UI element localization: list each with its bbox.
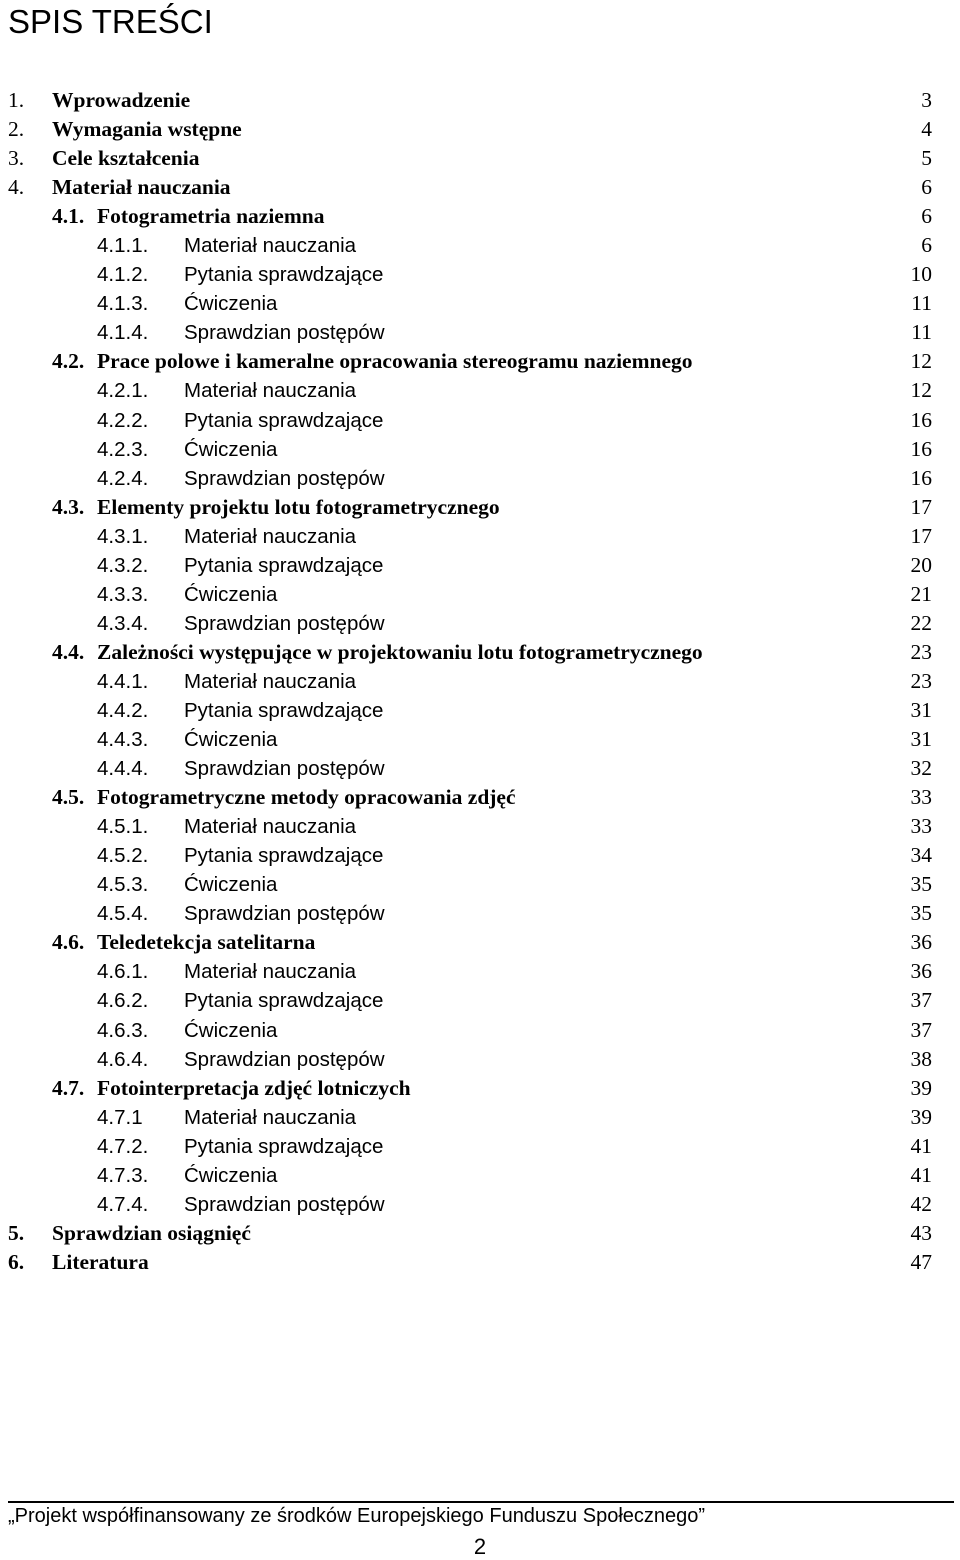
toc-entry-number: 4.5.2. bbox=[97, 844, 149, 868]
toc-entry-page: 33 bbox=[910, 785, 932, 810]
toc-entry-page: 33 bbox=[910, 814, 932, 839]
toc-entry-title: Ćwiczenia bbox=[184, 728, 278, 752]
toc-entry-title: Pytania sprawdzające bbox=[184, 408, 384, 432]
toc-entry-page: 17 bbox=[910, 523, 932, 548]
toc-entry-page: 6 bbox=[921, 233, 932, 258]
toc-entry[interactable] bbox=[0, 841, 960, 870]
toc-entry-number: 4.1. bbox=[52, 204, 85, 229]
toc-entry-title: Fotogrametria naziemna bbox=[97, 204, 325, 229]
toc-entry-title: Sprawdzian postępów bbox=[184, 321, 385, 345]
toc-entry-title: Ćwiczenia bbox=[184, 1018, 278, 1042]
toc-entry[interactable] bbox=[0, 202, 960, 231]
toc-entry-title: Elementy projektu lotu fotogrametrycznego bbox=[97, 494, 500, 519]
toc-entry[interactable] bbox=[0, 1045, 960, 1074]
toc-entry-number: 4.6.1. bbox=[97, 960, 149, 984]
toc-entry-title: Ćwiczenia bbox=[184, 582, 278, 606]
toc-entry[interactable] bbox=[0, 551, 960, 580]
toc-entry[interactable] bbox=[0, 347, 960, 376]
toc-entry-number: 2. bbox=[8, 117, 25, 142]
toc-entry-number: 4.5.4. bbox=[97, 902, 149, 926]
toc-entry-page: 31 bbox=[910, 697, 932, 722]
toc-entry-page: 4 bbox=[921, 117, 932, 142]
toc-entry-number: 1. bbox=[8, 88, 25, 112]
toc-entry-number: 4.1.1. bbox=[97, 234, 149, 258]
toc-entry-number: 4.6.3. bbox=[97, 1018, 149, 1042]
toc-entry-page: 23 bbox=[910, 668, 932, 693]
toc-entry-title: Prace polowe i kameralne opracowania stereogramu naziemnego bbox=[97, 349, 693, 374]
toc-entry[interactable] bbox=[0, 522, 960, 551]
toc-entry[interactable] bbox=[0, 376, 960, 405]
toc-entry-number: 4.7.1 bbox=[97, 1105, 143, 1129]
toc-entry-title: Materiał nauczania bbox=[184, 1105, 357, 1129]
toc-entry-number: 4.7.4. bbox=[97, 1192, 149, 1216]
toc-entry[interactable] bbox=[0, 1219, 960, 1248]
toc-entry-page: 37 bbox=[910, 988, 932, 1013]
toc-entry-number: 4.4.1. bbox=[97, 669, 149, 693]
toc-entry-title: Materiał nauczania bbox=[184, 379, 357, 403]
toc-entry[interactable] bbox=[0, 493, 960, 522]
toc-entry-title: Cele kształcenia bbox=[52, 146, 200, 171]
toc-entry[interactable] bbox=[0, 783, 960, 812]
toc-entry-page: 41 bbox=[910, 1162, 932, 1187]
toc-entry-title: Ćwiczenia bbox=[184, 1163, 278, 1187]
toc-entry-number: 4.4.4. bbox=[97, 757, 149, 781]
toc-entry-title: Ćwiczenia bbox=[184, 873, 278, 897]
toc-entry-title: Teledetekcja satelitarna bbox=[97, 930, 316, 955]
table-of-contents bbox=[0, 86, 960, 1277]
toc-entry-page: 35 bbox=[910, 872, 932, 897]
toc-entry-number: 4. bbox=[8, 175, 25, 200]
toc-entry-title: Pytania sprawdzające bbox=[184, 1134, 384, 1158]
toc-entry-number: 4.2.4. bbox=[97, 466, 149, 490]
toc-entry-page: 12 bbox=[910, 349, 932, 374]
toc-entry[interactable] bbox=[0, 1103, 960, 1132]
toc-entry-number: 3. bbox=[8, 146, 25, 171]
toc-entry[interactable] bbox=[0, 173, 960, 202]
toc-entry-number: 4.5. bbox=[52, 785, 85, 810]
toc-entry-number: 5. bbox=[8, 1220, 25, 1245]
toc-entry-page: 11 bbox=[911, 291, 932, 316]
toc-entry-page: 16 bbox=[910, 436, 932, 461]
toc-entry-page: 22 bbox=[910, 610, 932, 635]
toc-entry-page: 11 bbox=[911, 320, 932, 345]
toc-entry-number: 4.5.1. bbox=[97, 815, 149, 839]
toc-entry-page: 38 bbox=[910, 1046, 932, 1071]
toc-entry[interactable] bbox=[0, 725, 960, 754]
toc-entry-title: Materiał nauczania bbox=[184, 524, 357, 548]
toc-entry-page: 39 bbox=[910, 1104, 932, 1129]
toc-entry[interactable] bbox=[0, 580, 960, 609]
toc-entry-title: Pytania sprawdzające bbox=[184, 553, 384, 577]
toc-entry[interactable] bbox=[0, 1190, 960, 1219]
toc-entry-number: 4.6.4. bbox=[97, 1047, 149, 1071]
toc-entry[interactable] bbox=[0, 667, 960, 696]
toc-entry-title: Ćwiczenia bbox=[184, 292, 278, 316]
toc-entry-title: Literatura bbox=[52, 1249, 149, 1274]
toc-entry-page: 42 bbox=[910, 1191, 932, 1216]
toc-entry-page: 12 bbox=[910, 378, 932, 403]
toc-entry[interactable] bbox=[0, 928, 960, 957]
toc-entry[interactable] bbox=[0, 260, 960, 289]
toc-entry[interactable] bbox=[0, 144, 960, 173]
toc-entry-page: 37 bbox=[910, 1017, 932, 1042]
toc-entry-page: 6 bbox=[921, 204, 932, 229]
toc-entry[interactable] bbox=[0, 231, 960, 260]
toc-entry-title: Sprawdzian osiągnięć bbox=[52, 1220, 251, 1245]
toc-entry-title: Fotointerpretacja zdjęć lotniczych bbox=[97, 1075, 411, 1100]
toc-entry-number: 4.3.3. bbox=[97, 582, 149, 606]
toc-entry-page: 21 bbox=[910, 581, 932, 606]
toc-entry-title: Zależności występujące w projektowaniu lotu fotogrametrycznego bbox=[97, 639, 703, 664]
toc-entry-title: Wymagania wstępne bbox=[52, 117, 242, 142]
footer-note: „Projekt współfinansowany ze środków Europejskiego Funduszu Społecznego” bbox=[8, 1505, 706, 1527]
toc-entry-number: 4.4.3. bbox=[97, 728, 149, 752]
toc-entry[interactable] bbox=[0, 696, 960, 725]
toc-entry[interactable] bbox=[0, 957, 960, 986]
toc-entry[interactable] bbox=[0, 986, 960, 1015]
toc-entry[interactable] bbox=[0, 435, 960, 464]
page-title: SPIS TREŚCI bbox=[8, 3, 213, 40]
toc-entry-number: 4.2.2. bbox=[97, 408, 149, 432]
toc-entry-page: 16 bbox=[910, 465, 932, 490]
toc-entry-page: 16 bbox=[910, 407, 932, 432]
toc-entry[interactable] bbox=[0, 1016, 960, 1045]
toc-entry[interactable] bbox=[0, 1248, 960, 1277]
toc-entry-number: 4.3.2. bbox=[97, 553, 149, 577]
toc-entry-number: 6. bbox=[8, 1249, 25, 1274]
toc-entry-title: Pytania sprawdzające bbox=[184, 698, 384, 722]
toc-entry[interactable] bbox=[0, 115, 960, 144]
toc-entry-page: 6 bbox=[921, 175, 932, 200]
toc-entry-page: 32 bbox=[910, 756, 932, 781]
toc-entry-title: Sprawdzian postępów bbox=[184, 466, 385, 490]
toc-entry[interactable] bbox=[0, 754, 960, 783]
toc-entry-number: 4.3.4. bbox=[97, 611, 149, 635]
toc-entry[interactable] bbox=[0, 86, 960, 115]
toc-entry-number: 4.4.2. bbox=[97, 698, 149, 722]
toc-entry-title: Wprowadzenie bbox=[52, 88, 191, 112]
toc-entry[interactable] bbox=[0, 609, 960, 638]
toc-entry-page: 39 bbox=[910, 1075, 932, 1100]
toc-entry-number: 4.2.3. bbox=[97, 437, 149, 461]
toc-entry-page: 10 bbox=[910, 262, 932, 287]
toc-entry-number: 4.1.4. bbox=[97, 321, 149, 345]
toc-entry-page: 35 bbox=[910, 901, 932, 926]
toc-entry-title: Pytania sprawdzające bbox=[184, 844, 384, 868]
toc-entry[interactable] bbox=[0, 1074, 960, 1103]
toc-entry-title: Sprawdzian postępów bbox=[184, 611, 385, 635]
page-number: 2 bbox=[473, 1534, 487, 1559]
toc-entry[interactable] bbox=[0, 464, 960, 493]
toc-entry-title: Materiał nauczania bbox=[184, 669, 357, 693]
toc-entry[interactable] bbox=[0, 406, 960, 435]
toc-entry[interactable] bbox=[0, 289, 960, 318]
toc-entry-title: Sprawdzian postępów bbox=[184, 902, 385, 926]
toc-entry-page: 31 bbox=[910, 727, 932, 752]
toc-entry-number: 4.1.2. bbox=[97, 263, 149, 287]
toc-entry-title: Materiał nauczania bbox=[184, 960, 357, 984]
toc-entry-page: 17 bbox=[910, 494, 932, 519]
toc-entry[interactable] bbox=[0, 638, 960, 667]
toc-entry-number: 4.5.3. bbox=[97, 873, 149, 897]
toc-entry[interactable] bbox=[0, 870, 960, 899]
toc-entry[interactable] bbox=[0, 1132, 960, 1161]
toc-entry-number: 4.7. bbox=[52, 1075, 85, 1100]
toc-entry-page: 41 bbox=[910, 1133, 932, 1158]
toc-entry[interactable] bbox=[0, 812, 960, 841]
toc-entry-number: 4.2. bbox=[52, 349, 85, 374]
toc-entry-title: Sprawdzian postępów bbox=[184, 1047, 385, 1071]
toc-entry-page: 5 bbox=[921, 146, 932, 171]
toc-entry-number: 4.6. bbox=[52, 930, 85, 955]
toc-entry-number: 4.7.2. bbox=[97, 1134, 149, 1158]
toc-entry-number: 4.7.3. bbox=[97, 1163, 149, 1187]
toc-entry[interactable] bbox=[0, 318, 960, 347]
toc-entry-title: Ćwiczenia bbox=[184, 437, 278, 461]
toc-entry-page: 23 bbox=[910, 639, 932, 664]
toc-entry-number: 4.4. bbox=[52, 639, 85, 664]
toc-entry[interactable] bbox=[0, 899, 960, 928]
toc-entry-title: Materiał nauczania bbox=[184, 234, 357, 258]
toc-entry-page: 47 bbox=[910, 1249, 932, 1274]
toc-entry-number: 4.6.2. bbox=[97, 989, 149, 1013]
toc-entry-title: Fotogrametryczne metody opracowania zdjęć bbox=[97, 785, 516, 810]
toc-entry-page: 34 bbox=[910, 843, 932, 868]
toc-entry-page: 36 bbox=[910, 930, 932, 955]
toc-entry-title: Materiał nauczania bbox=[52, 175, 231, 200]
toc-entry-title: Pytania sprawdzające bbox=[184, 989, 384, 1013]
toc-entry-number: 4.3.1. bbox=[97, 524, 149, 548]
toc-entry-page: 36 bbox=[910, 959, 932, 984]
toc-entry-page: 43 bbox=[910, 1220, 932, 1245]
toc-entry-number: 4.1.3. bbox=[97, 292, 149, 316]
toc-entry-number: 4.2.1. bbox=[97, 379, 149, 403]
toc-entry-title: Sprawdzian postępów bbox=[184, 757, 385, 781]
toc-entry-number: 4.3. bbox=[52, 494, 85, 519]
toc-entry-title: Pytania sprawdzające bbox=[184, 263, 384, 287]
toc-entry-title: Materiał nauczania bbox=[184, 815, 357, 839]
toc-entry-page: 20 bbox=[910, 552, 932, 577]
toc-entry-title: Sprawdzian postępów bbox=[184, 1192, 385, 1216]
toc-entry-page: 3 bbox=[921, 88, 932, 112]
toc-entry[interactable] bbox=[0, 1161, 960, 1190]
